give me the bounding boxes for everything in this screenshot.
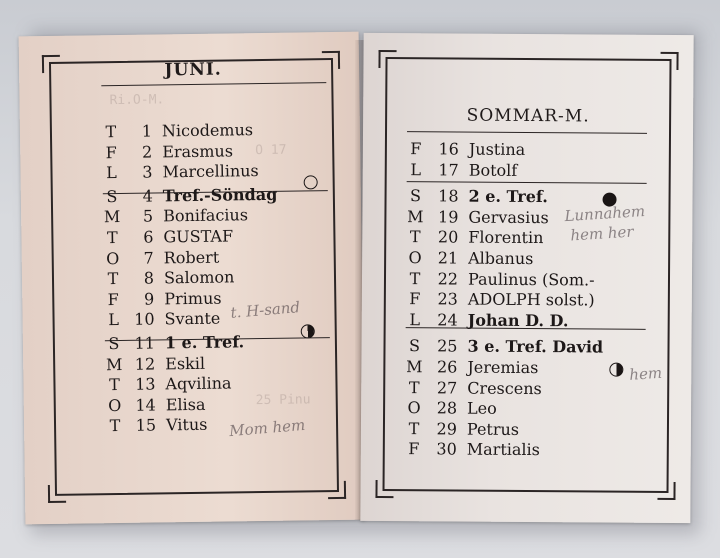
name-day: Svante bbox=[164, 309, 221, 329]
weekday-letter: L bbox=[410, 159, 422, 179]
name-day: Eskil bbox=[165, 353, 206, 373]
bleed-through-text: 25 Pinu bbox=[255, 392, 311, 409]
weekday-letter: T bbox=[409, 268, 421, 288]
day-number: 10 bbox=[134, 309, 155, 330]
weekday-letter: S bbox=[408, 336, 421, 356]
weekday-letter: L bbox=[409, 309, 421, 330]
name-day: Tref.-Söndag bbox=[162, 184, 278, 206]
day-number: 29 bbox=[436, 419, 458, 439]
left-page bbox=[19, 32, 366, 525]
day-number: 11 bbox=[134, 333, 156, 353]
frame-corner bbox=[657, 482, 675, 500]
weekday-letter: M bbox=[407, 206, 424, 227]
day-number: 26 bbox=[436, 357, 458, 377]
name-day: Marcellinus bbox=[162, 161, 259, 182]
name-day: Salomon bbox=[163, 267, 235, 288]
weekday-letter: F bbox=[408, 439, 420, 459]
day-number: 28 bbox=[436, 398, 458, 418]
weekday-letter: O bbox=[408, 248, 422, 268]
day-number: 14 bbox=[135, 395, 156, 415]
day-number: 2 bbox=[141, 142, 153, 162]
weekday-letter: T bbox=[408, 418, 420, 439]
name-day: 3 e. Tref. David bbox=[467, 336, 604, 357]
weekday-letter: F bbox=[107, 289, 119, 309]
name-day: Martialis bbox=[466, 439, 540, 460]
handwritten-note: hem her bbox=[569, 222, 635, 245]
day-number: 6 bbox=[143, 227, 154, 247]
weekday-letter: M bbox=[103, 207, 121, 227]
day-number: 4 bbox=[142, 186, 153, 206]
day-number: 30 bbox=[436, 439, 457, 459]
weekday-letter: O bbox=[108, 395, 122, 415]
weekday-letter: S bbox=[108, 334, 120, 354]
name-day: Elisa bbox=[165, 394, 206, 415]
name-day: Primus bbox=[164, 288, 222, 309]
half-moon-icon bbox=[301, 324, 315, 338]
name-day: Botolf bbox=[468, 160, 518, 180]
day-number: 5 bbox=[142, 206, 154, 227]
weekday-letter: F bbox=[409, 289, 421, 309]
frame-corner bbox=[48, 485, 66, 503]
name-day: Jeremias bbox=[467, 357, 539, 378]
day-number: 15 bbox=[135, 415, 157, 436]
day-number: 17 bbox=[438, 159, 459, 180]
name-day: Florentin bbox=[468, 227, 544, 248]
day-number: 18 bbox=[438, 186, 459, 206]
weekday-letter: T bbox=[408, 377, 420, 397]
day-number: 20 bbox=[437, 227, 459, 247]
weekday-letter: S bbox=[410, 186, 422, 206]
weekday-letter: T bbox=[105, 122, 117, 142]
day-number: 9 bbox=[143, 289, 155, 309]
name-day: Aqvilina bbox=[165, 373, 232, 394]
weekday-letter: S bbox=[106, 186, 118, 206]
day-number: 3 bbox=[142, 162, 153, 182]
day-number: 7 bbox=[143, 248, 154, 268]
name-day: Crescens bbox=[467, 378, 542, 398]
weekday-letter: L bbox=[108, 310, 120, 330]
day-number: 27 bbox=[436, 377, 458, 398]
handwritten-note: Lunnahem bbox=[563, 202, 646, 226]
frame-corner bbox=[660, 52, 678, 70]
month-title: JUNI. bbox=[164, 59, 222, 81]
name-day: Nicodemus bbox=[161, 120, 254, 141]
name-day: 1 e. Tref. bbox=[164, 332, 245, 353]
name-day: ADOLPH solst.) bbox=[467, 289, 595, 310]
name-day: Robert bbox=[163, 247, 220, 267]
day-number: 22 bbox=[437, 268, 459, 289]
name-day: Petrus bbox=[466, 419, 520, 439]
name-day: Erasmus bbox=[162, 141, 234, 161]
handwritten-note: t. H-sand bbox=[229, 298, 301, 322]
day-number: 25 bbox=[437, 336, 458, 356]
name-day: Paulinus (Som.- bbox=[467, 269, 595, 290]
frame-corner bbox=[375, 480, 393, 498]
weekday-letter: T bbox=[409, 227, 421, 247]
bleed-through-text: Ri.O-M. bbox=[109, 92, 165, 109]
name-day: Vitus bbox=[165, 415, 208, 435]
weekday-letter: F bbox=[410, 139, 422, 159]
weekday-letter: T bbox=[109, 416, 121, 436]
name-day: Justina bbox=[468, 139, 526, 159]
right-page bbox=[360, 33, 693, 523]
month-title: SOMMAR-M. bbox=[466, 105, 590, 127]
frame-corner bbox=[328, 481, 346, 499]
name-day: 2 e. Tref. bbox=[468, 186, 548, 207]
day-number: 12 bbox=[134, 354, 156, 374]
weekday-letter: M bbox=[105, 354, 123, 374]
day-number: 8 bbox=[143, 268, 155, 288]
half-moon-icon bbox=[609, 363, 623, 377]
day-number: 24 bbox=[437, 310, 458, 330]
day-number: 21 bbox=[437, 248, 459, 268]
weekday-letter: T bbox=[107, 269, 119, 289]
name-day: Johan D. D. bbox=[467, 310, 569, 331]
name-day: GUSTAF bbox=[163, 226, 234, 247]
day-number: 1 bbox=[141, 121, 153, 141]
frame-corner bbox=[378, 50, 396, 68]
weekday-letter: F bbox=[105, 142, 117, 162]
weekday-letter: O bbox=[106, 248, 120, 268]
name-day: Bonifacius bbox=[163, 205, 249, 226]
handwritten-note: hem bbox=[628, 363, 663, 384]
day-number: 23 bbox=[437, 289, 458, 309]
weekday-letter: T bbox=[109, 375, 120, 395]
name-day: Albanus bbox=[468, 248, 534, 269]
weekday-letter: T bbox=[106, 228, 118, 248]
day-number: 16 bbox=[438, 139, 459, 159]
weekday-letter: L bbox=[106, 163, 117, 183]
name-day: Leo bbox=[467, 398, 497, 418]
name-day: Gervasius bbox=[468, 207, 549, 227]
weekday-letter: M bbox=[406, 357, 423, 377]
bleed-through-text: O 17 bbox=[255, 142, 287, 159]
day-number: 19 bbox=[438, 207, 459, 227]
weekday-letter: O bbox=[407, 398, 421, 418]
handwritten-note: Mom hem bbox=[228, 415, 306, 441]
day-number: 13 bbox=[134, 374, 156, 394]
